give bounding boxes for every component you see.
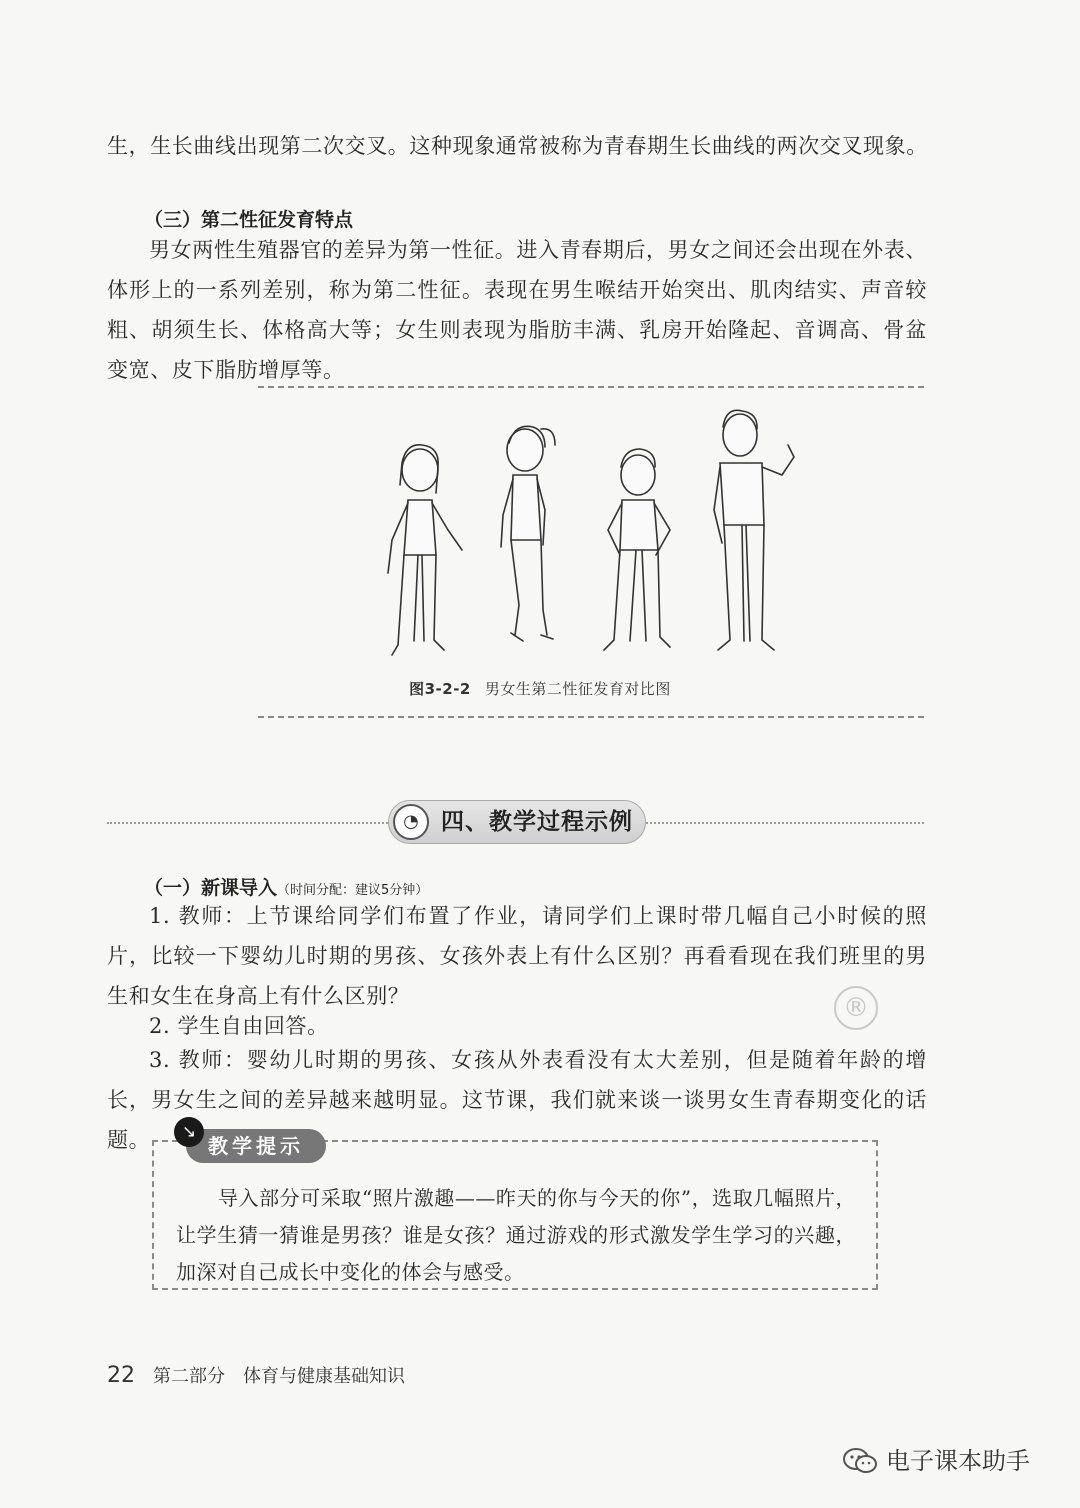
chat-icon: ◔ [393, 804, 429, 840]
registered-mark: ® [834, 986, 878, 1030]
heading-secondary-characteristics: （三）第二性征发育特点 [144, 209, 354, 231]
section-banner [388, 800, 646, 844]
paragraph-growth-cross: 生，生长曲线出现第二次交叉。这种现象通常被称为青春期生长曲线的两次交叉现象。 [107, 134, 928, 158]
wechat-icon [842, 1447, 878, 1475]
footer-part: 第二部分 [153, 1366, 225, 1387]
heading-time-note: （时间分配：建议5分钟） [277, 883, 429, 898]
boy-figure-2 [714, 410, 794, 650]
page-footer [107, 1362, 405, 1388]
teaching-hint-label: 教学提示 [186, 1129, 326, 1163]
heading-new-lesson-text: （一）新课导入 [144, 877, 278, 899]
brand-name: 电子课本助手 [886, 1447, 1030, 1475]
girl-figure-1 [388, 445, 462, 655]
lesson-item-1: 1. 教师：上节课给同学们布置了作业，请同学们上课时带几幅自己小时候的照片，比较一下婴幼儿时期的男孩、女孩外表上有什么区别？再看看现在我们班里的男生和女生在身高上有什么区别？ [107, 904, 927, 1008]
figure-top-divider [258, 386, 924, 388]
teaching-hint-text: 导入部分可采取“照片激趣——昨天的你与今天的你”，选取几幅照片，让学生猜一猜谁是男孩？谁是女孩？通过游戏的形式激发学生学习的兴趣，加深对自己成长中变化的体会与感受。 [176, 1186, 856, 1284]
figure-caption [0, 678, 1080, 699]
girl-figure-2 [501, 426, 555, 641]
figure-caption-text: 男女生第二性征发育对比图 [484, 680, 671, 698]
figure-bottom-divider [258, 716, 924, 718]
arrow-down-right-icon: ↘ [174, 1117, 204, 1147]
page-number: 22 [107, 1363, 135, 1388]
lesson-item-2: 2. 学生自由回答。 [149, 1014, 329, 1038]
lesson-item-3: 3. 教师：婴幼儿时期的男孩、女孩从外表看没有太大差别，但是随着年龄的增长，男女生之间的差异越来越明显。这节课，我们就来谈一谈男女生青春期变化的话题。 [107, 1048, 927, 1152]
figure-number: 图3-2-2 [409, 680, 471, 698]
section-rule-right [646, 822, 924, 824]
boy-figure-1 [604, 449, 670, 650]
footer-title: 体育与健康基础知识 [243, 1366, 405, 1387]
paragraph-secondary-characteristics: 男女两性生殖器官的差异为第一性征。进入青春期后，男女之间还会出现在外表、体形上的一系列差别，称为第二性征。表现在男生喉结开始突出、肌肉结实、声音较粗、胡须生长、体格高大等；女生则表现为脂肪丰满、乳房开始隆起、音调高、骨盆变宽、皮下脂肪增厚等。 [107, 238, 927, 382]
section-title: 四、教学过程示例 [441, 809, 633, 835]
section-rule-left [107, 822, 388, 824]
figure-illustration [370, 405, 810, 670]
